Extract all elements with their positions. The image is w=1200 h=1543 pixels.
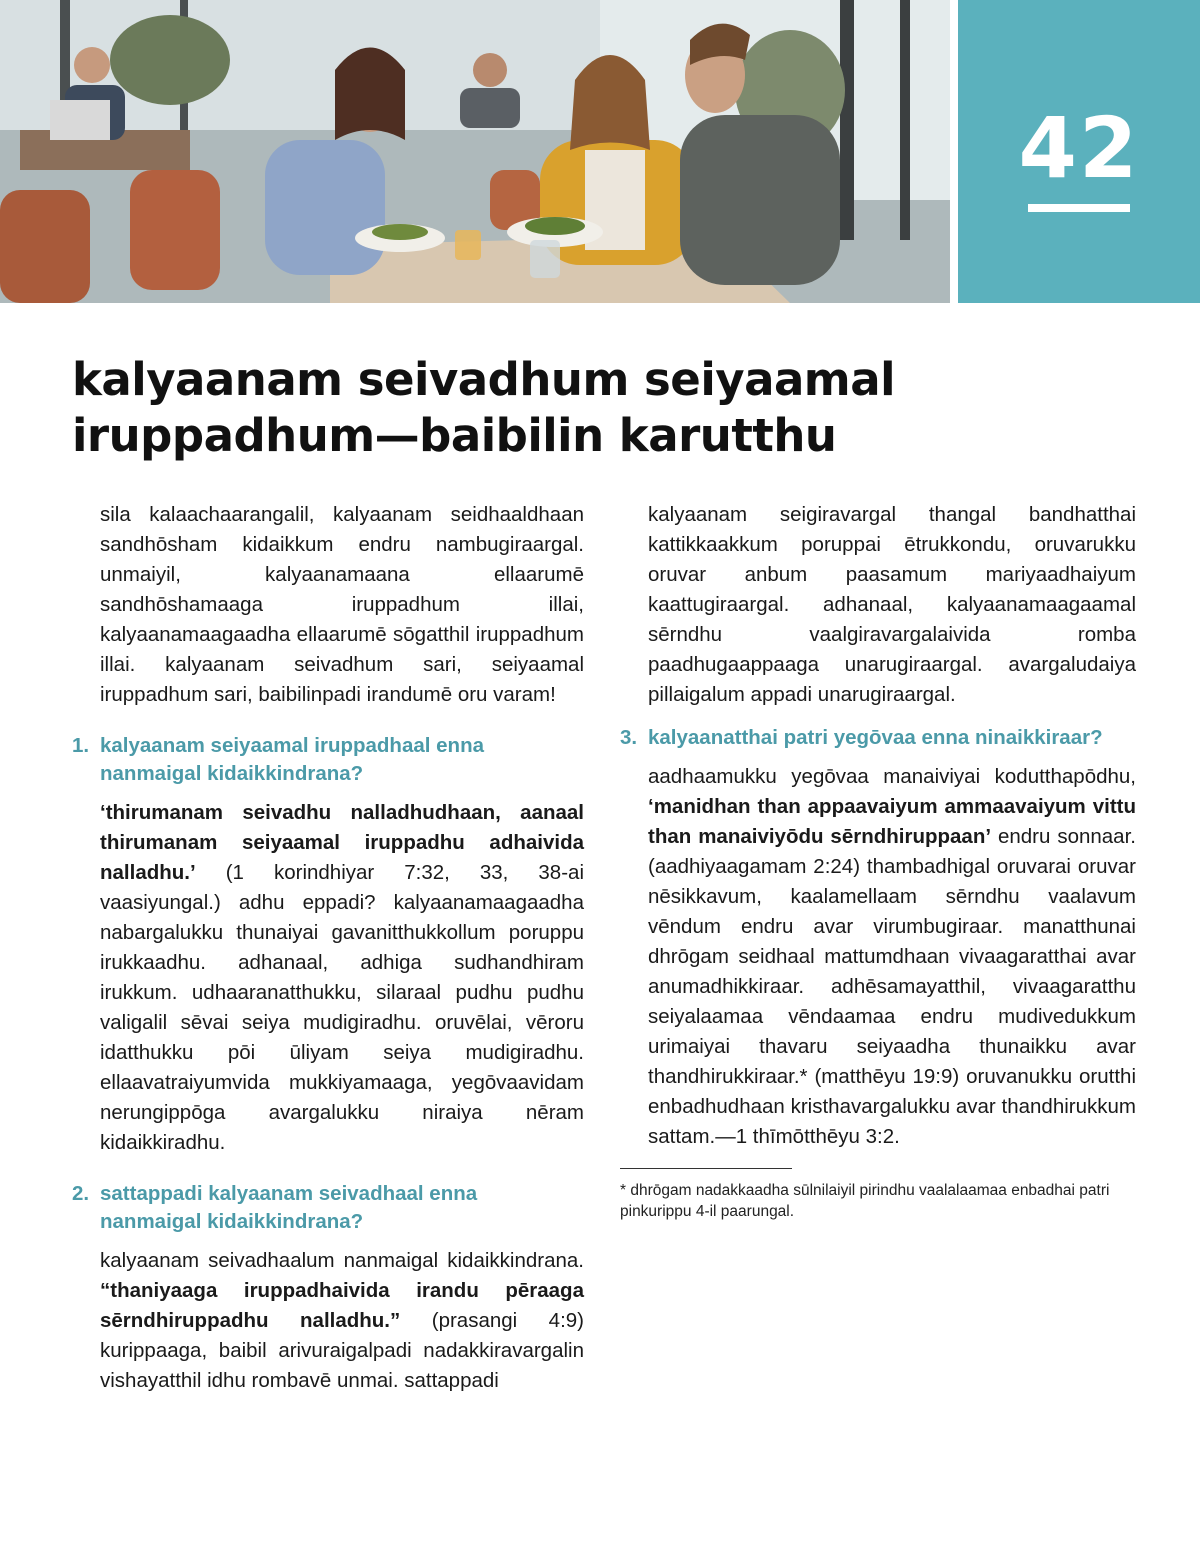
header-photo [0, 0, 950, 303]
question-2 [72, 1180, 584, 1236]
answer-3-body: endru sonnaar. (aadhiyaagamam 2:24) thambadhigal oruvarai oruvar nēsikkavum, kaalamellaam sērndhu vaalavum vēndum endru avar virumbugiraar. manatthunai dhrōgam seidhaal mattumdhaan vivaagaratthai avar anumadhikkiraar. adhēsamayatthil, vivaagaratthu seiyalaamaa vēndaamaa endru mudivedukkum urimaiyai thavaru seiyaadha thunaikku avar thandhirukkiraar.* (matthēyu 19:9) oruvanukku orutthi enbadhudhaan kristhavargalukku avar thandhirukkum sattam.—1 thīmōtthēyu 3:2. [648, 825, 1136, 1148]
footnote: * dhrōgam nadakkaadha sūlnilaiyil pirindhu vaalalaamaa enbadhai patri pinkurippu 4-il paarungal. [620, 1182, 1110, 1220]
lesson-number: 42 [1018, 99, 1140, 197]
answer-2-quote: “thaniyaaga iruppadhaivida irandu pēraaga sērndhiruppadhu nalladhu.” [100, 1279, 584, 1332]
answer-3 [620, 762, 1136, 1152]
answer-1-body: (1 korindhiyar 7:32, 33, 38-ai vaasiyungal.) adhu eppadi? kalyaanamaagaadha nabargalukku thunaiyai gavanitthukkollum poruppu irukkaadhu. adhanaal, adhiga sudhandhiram irukkum. udhaaranatthukku, silaraal pudhu pudhu valigalil sēvai seiya mudigiradhu. oruvēlai, vēroru idatthukku pōi ūliyam seiya mudigiradhu. ellaavatraiyumvida mukkiyamaaga, yegōvaavidam nerungippōga avargalukku niraiya nēram kidaikkiradhu. [100, 861, 584, 1154]
question-1-number: 1. [72, 734, 90, 757]
question-3 [620, 724, 1136, 752]
answer-2-continued: kalyaanam seigiravargal thangal bandhatthai kattikkaakkum poruppai ētrukkondu, oruvarukku oruvar anbum paasamum mariyaadhaiyum kaattugiraargal. adhanaal, kalyaanamaagaamal sērndhu vaalgiravargalaivida romba paadhugaappaaga unarugiraargal. avargaludaiya pillaigalum appadi unarugiraargal. [648, 503, 1136, 706]
answer-3-start: aadhaamukku yegōvaa manaiviyai kodutthapōdhu, [648, 765, 1136, 788]
right-column-continuation [620, 500, 1136, 710]
intro-paragraph: sila kalaachaarangalil, kalyaanam seidhaaldhaan sandhōsham kidaikkum endru nambugiraargal. unmaiyil, kalyaanamaana ellaarumē sandhōshamaaga iruppadhum illai, kalyaanamaagaadha ellaarumē sōgatthil iruppadhum illai. kalyaanam seivadhum sari, seiyaamal iruppadhum sari, baibilinpadi irandumē oru varam! [100, 503, 584, 706]
answer-2-body: (prasangi 4:9) kurippaaga, baibil arivuraigalpadi nadakkiravargalin vishayatthil idhu rombavē unmai. sattappadi [100, 1309, 584, 1392]
answer-1-quote: ‘thirumanam seivadhu nalladhudhaan, aanaal thirumanam seiyaamal iruppadhu adhaivida nalladhu.’ [100, 801, 584, 884]
question-2-number: 2. [72, 1182, 90, 1205]
lesson-number-box [958, 0, 1200, 303]
answer-2-start: kalyaanam seivadhaalum nanmaigal kidaikkindrana. [100, 1249, 584, 1272]
left-column [72, 500, 584, 1396]
page-title [72, 352, 1132, 464]
question-3-text: kalyaanatthai patri yegōvaa enna ninaikkiraar? [648, 726, 1103, 749]
answer-2 [72, 1246, 584, 1396]
answer-3-quote: ‘manidhan than appaavaiyum ammaavaiyum vittu than manaiviyōdu sērndhiruppaan’ [648, 795, 1136, 848]
question-1 [72, 732, 584, 788]
title-line-1: kalyaanam seivadhum seiyaamal [72, 353, 895, 406]
lesson-number-underline [1028, 204, 1130, 212]
answer-1 [72, 798, 584, 1158]
question-3-number: 3. [620, 726, 638, 749]
question-1-text: kalyaanam seiyaamal iruppadhaal enna nanmaigal kidaikkindrana? [100, 734, 484, 785]
right-column [620, 724, 1136, 1152]
question-2-text: sattappadi kalyaanam seivadhaal enna nanmaigal kidaikkindrana? [100, 1182, 478, 1233]
title-line-2: iruppadhum—baibilin karutthu [72, 409, 837, 462]
footnote-divider [620, 1168, 792, 1169]
